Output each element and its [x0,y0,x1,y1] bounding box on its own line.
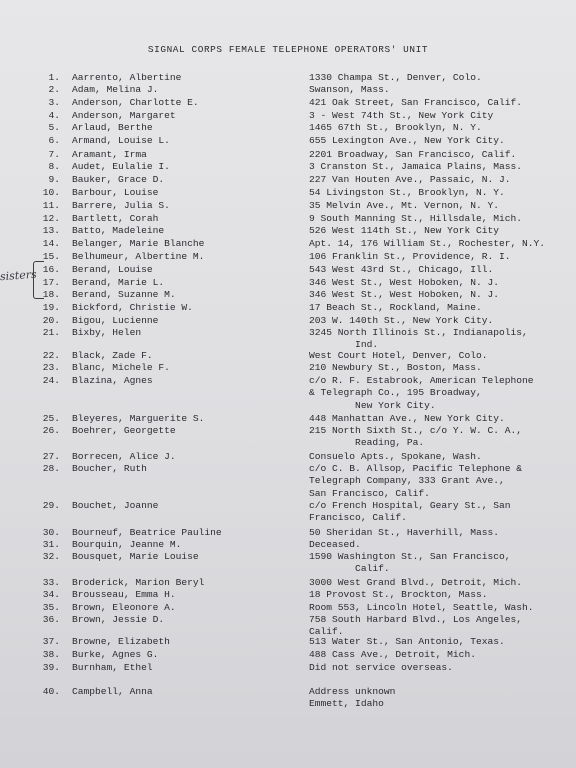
entry-name: Armand, Louise L. [72,135,170,146]
address-line: 1590 Washington St., San Francisco, [309,551,511,562]
entry-name: Brousseau, Emma H. [72,589,176,600]
list-item [0,375,576,411]
entry-number: 27. [42,451,60,462]
address-line: 1465 67th St., Brooklyn, N. Y. [309,122,482,133]
address-line: 3 - West 74th St., New York City [309,110,494,121]
address-line: New York City. [309,399,436,411]
entry-address [309,84,390,96]
entry-name: Bousquet, Marie Louise [72,551,199,562]
entry-address [309,264,493,276]
entry-address [309,315,493,327]
address-line: 35 Melvin Ave., Mt. Vernon, N. Y. [309,200,499,211]
entry-number: 9. [48,174,60,185]
entry-number: 18. [42,289,60,300]
entry-number: 38. [42,649,60,660]
address-line: 2201 Broadway, San Francisco, Calif. [309,149,517,160]
entry-number: 5. [48,122,60,133]
entry-name: Berand, Suzanne M. [72,289,176,300]
entry-name: Black, Zade F. [72,350,153,361]
entry-number: 35. [42,602,60,613]
entry-address [309,135,505,147]
margin-note: sisters [0,267,38,284]
entry-address [309,350,487,362]
list-item [0,614,576,638]
entry-name: Adam, Melina J. [72,84,159,95]
entry-number: 4. [48,110,60,121]
address-line: 3245 North Illinois St., Indianapolis, [309,327,528,338]
entry-address [309,327,528,352]
address-line: Did not service overseas. [309,662,453,673]
entry-number: 22. [42,350,60,361]
address-line: 17 Beach St., Rockland, Maine. [309,302,482,313]
entry-address [309,375,534,412]
entry-number: 7. [48,149,60,160]
entry-number: 34. [42,589,60,600]
entry-number: 21. [42,327,60,338]
entry-address [309,289,499,301]
entry-name: Browne, Elizabeth [72,636,170,647]
entry-number: 30. [42,527,60,538]
entry-name: Bartlett, Corah [72,213,159,224]
page-title: SIGNAL CORPS FEMALE TELEPHONE OPERATORS' UNIT [147,44,429,55]
entry-number: 36. [42,614,60,625]
entry-number: 28. [42,463,60,474]
entry-address [309,362,482,374]
address-line: 210 Newbury St., Boston, Mass. [309,362,482,373]
address-line: 203 W. 140th St., New York City. [309,315,494,326]
entry-name: Burnham, Ethel [72,662,153,673]
entry-number: 24. [42,375,60,386]
entry-name: Anderson, Margaret [72,110,176,121]
entry-number: 3. [48,97,60,108]
entry-name: Belhumeur, Albertine M. [72,251,205,262]
entry-address [309,500,511,525]
address-line: Deceased. [309,539,361,550]
address-line: Francisco, Calif. [309,512,407,524]
entry-number: 10. [42,187,60,198]
address-line: 54 Livingston St., Brooklyn, N. Y. [309,187,505,198]
entry-name: Barrere, Julia S. [72,200,170,211]
entry-address [309,425,522,450]
entry-address [309,149,516,161]
entry-name: Broderick, Marion Beryl [72,577,205,588]
address-line: Telegraph Company, 333 Grant Ave., [309,475,505,487]
entry-address [309,662,453,674]
entry-name: Bourneuf, Beatrice Pauline [72,527,222,538]
address-line: 3 Cranston St., Jamaica Plains, Mass. [309,161,523,172]
address-line: Reading, Pa. [309,437,425,449]
address-line: 488 Cass Ave., Detroit, Mich. [309,649,476,660]
entry-address [309,200,499,212]
address-line: 227 Van Houten Ave., Passaic, N. J. [309,174,511,185]
entry-number: 2. [48,84,60,95]
entry-number: 17. [42,277,60,288]
list-item [0,662,576,678]
entry-address [309,527,499,539]
entry-name: Borrecen, Alice J. [72,451,176,462]
address-line: Consuelo Apts., Spokane, Wash. [309,451,482,462]
address-line: 50 Sheridan St., Haverhill, Mass. [309,527,499,538]
entry-number: 8. [48,161,60,172]
entry-name: Aramant, Irma [72,149,147,160]
entry-number: 40. [42,686,60,697]
address-line: Room 553, Lincoln Hotel, Seattle, Wash. [309,602,534,613]
entry-address [309,174,511,186]
address-line: West Court Hotel, Denver, Colo. [309,350,488,361]
address-line: Apt. 14, 176 William St., Rochester, N.Y. [309,238,546,249]
entry-name: Blanc, Michele F. [72,362,170,373]
entry-address [309,302,482,314]
address-line: San Francisco, Calif. [309,487,430,499]
address-line: c/o C. B. Allsop, Pacific Telephone & [309,463,523,474]
address-line: c/o French Hospital, Geary St., San [309,500,511,511]
list-item [0,327,576,351]
address-line: 448 Manhattan Ave., New York City. [309,413,505,424]
entry-address [309,589,487,601]
list-item [0,425,576,449]
entry-address [309,72,482,84]
address-line: 106 Franklin St., Providence, R. I. [309,251,511,262]
address-line: Calif. [309,563,390,575]
entry-number: 32. [42,551,60,562]
address-line: 215 North Sixth St., c/o Y. W. C. A., [309,425,523,436]
entry-name: Bixby, Helen [72,327,142,338]
list-item [0,463,576,499]
entry-address [309,602,534,614]
address-line: 3000 West Grand Blvd., Detroit, Mich. [309,577,523,588]
entry-number: 14. [42,238,60,249]
entry-number: 20. [42,315,60,326]
entry-name: Burke, Agnes G. [72,649,159,660]
address-line: 1330 Champa St., Denver, Colo. [309,72,482,83]
entry-address [309,213,522,225]
entry-address [309,238,545,250]
entry-name: Bleyeres, Marguerite S. [72,413,205,424]
entry-name: Brown, Eleonore A. [72,602,176,613]
address-line: 758 South Harbard Blvd., Los Angeles, [309,614,523,625]
address-line: & Telegraph Co., 195 Broadway, [309,387,482,399]
entry-address [309,122,482,134]
address-line: 421 Oak Street, San Francisco, Calif. [309,97,523,108]
entry-number: 16. [42,264,60,275]
entry-name: Campbell, Anna [72,686,153,697]
entry-name: Anderson, Charlotte E. [72,97,199,108]
entry-number: 23. [42,362,60,373]
entry-address [309,97,522,109]
entry-name: Bourquin, Jeanne M. [72,539,182,550]
entry-number: 39. [42,662,60,673]
entry-number: 25. [42,413,60,424]
entry-number: 29. [42,500,60,511]
address-line: 9 South Manning St., Hillsdale, Mich. [309,213,523,224]
address-line: 346 West St., West Hoboken, N. J. [309,277,499,288]
entry-address [309,110,493,122]
entry-address [309,161,522,173]
entry-name: Bouchet, Joanne [72,500,159,511]
entry-address [309,187,505,199]
entry-name: Arlaud, Berthe [72,122,153,133]
entry-number: 11. [42,200,60,211]
entry-number: 26. [42,425,60,436]
address-line: 18 Provost St., Brockton, Mass. [309,589,488,600]
entry-number: 33. [42,577,60,588]
entry-name: Bauker, Grace D. [72,174,165,185]
entry-name: Audet, Eulalie I. [72,161,170,172]
entry-name: Boucher, Ruth [72,463,147,474]
address-line: 526 West 114th St., New York City [309,225,499,236]
entry-address [309,277,499,289]
address-line: 513 Water St., San Antonio, Texas. [309,636,505,647]
entry-number: 13. [42,225,60,236]
entry-address [309,539,361,551]
address-line: 543 West 43rd St., Chicago, Ill. [309,264,494,275]
address-line: 346 West St., West Hoboken, N. J. [309,289,499,300]
entry-name: Boehrer, Georgette [72,425,176,436]
address-line: Emmett, Idaho [309,698,384,710]
entry-number: 12. [42,213,60,224]
address-line: c/o R. F. Estabrook, American Telephone [309,375,534,386]
address-line: Swanson, Mass. [309,84,390,95]
address-line: Calif. [309,626,344,638]
entry-address [309,577,522,589]
entry-name: Batto, Madeleine [72,225,165,236]
address-line: Ind. [309,339,379,351]
entry-number: 19. [42,302,60,313]
entry-number: 6. [48,135,60,146]
list-item [0,686,576,710]
entry-number: 1. [48,72,60,83]
entry-name: Bickford, Christie W. [72,302,193,313]
list-item [0,551,576,575]
entry-number: 31. [42,539,60,550]
entry-address [309,551,511,576]
list-item [0,500,576,524]
entry-number: 15. [42,251,60,262]
entry-address [309,686,395,711]
entry-name: Barbour, Louise [72,187,159,198]
entry-name: Brown, Jessie D. [72,614,165,625]
entry-address [309,225,499,237]
address-line: 655 Lexington Ave., New York City. [309,135,505,146]
entry-address [309,649,476,661]
entry-address [309,636,505,648]
entry-name: Aarrento, Albertine [72,72,182,83]
entry-name: Belanger, Marie Blanche [72,238,205,249]
entry-name: Blazina, Agnes [72,375,153,386]
entry-name: Berand, Marie L. [72,277,165,288]
entry-address [309,251,511,263]
entry-address [309,413,505,425]
entry-address [309,451,482,463]
entry-name: Berand, Louise [72,264,153,275]
entry-address [309,463,522,500]
entry-name: Bigou, Lucienne [72,315,159,326]
entry-number: 37. [42,636,60,647]
address-line: Address unknown [309,686,396,697]
